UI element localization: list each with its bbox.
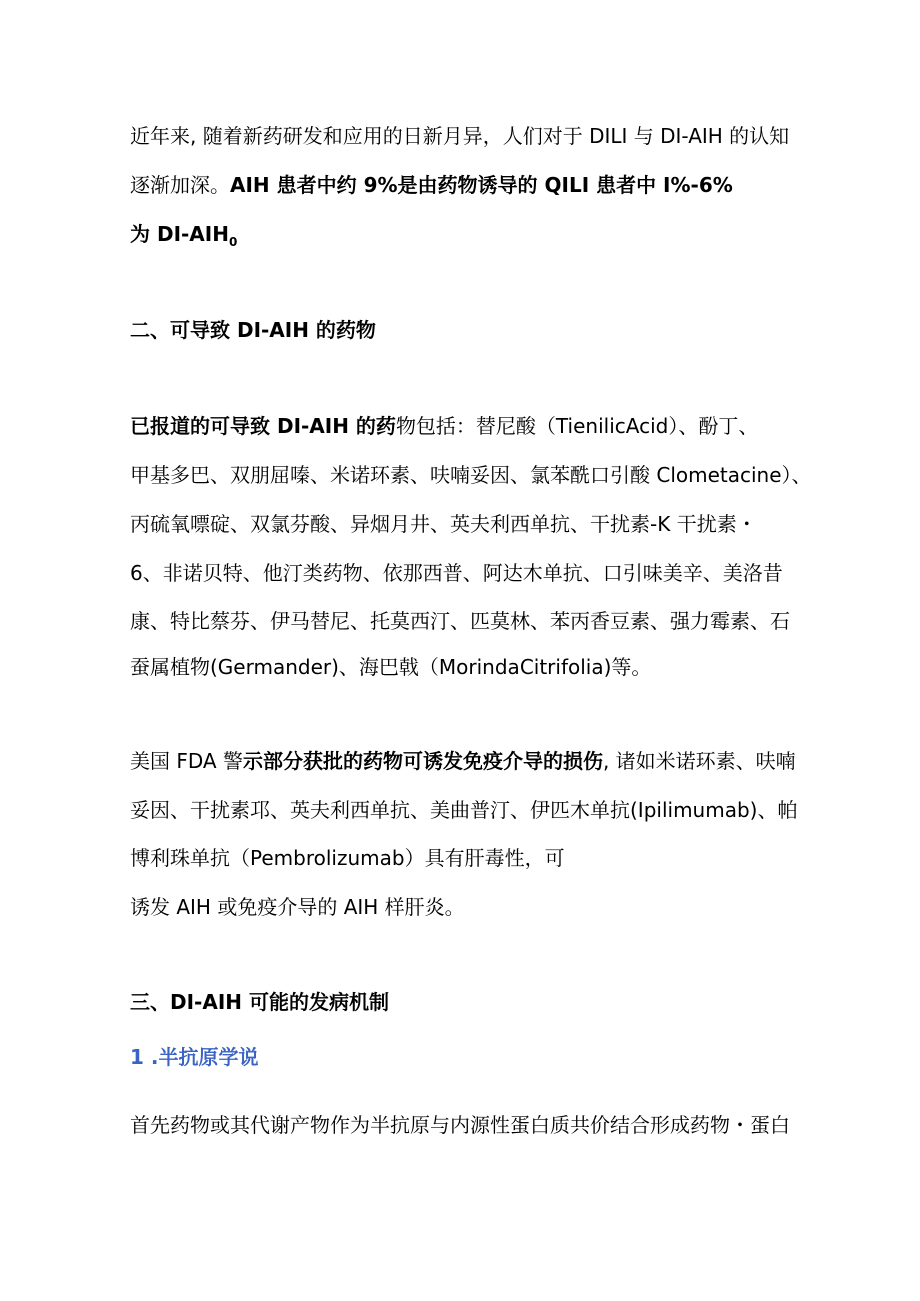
para1-line3-text: 为 DI-AIH bbox=[130, 222, 229, 246]
para2-line2: 甲基多巴、双朋屈嗪、米诺环素、呋喃妥因、氯苯酰口引酸 Clometacine）、 bbox=[130, 463, 812, 487]
para4-line1: 首先药物或其代谢产物作为半抗原与内源性蛋白质共价结合形成药物・蛋白 bbox=[130, 1113, 790, 1137]
para2-line3: 丙硫氧嘌碇、双氯芬酸、异烟月井、英夫利西单抗、干扰素-K 干扰素・ bbox=[130, 512, 757, 536]
para3-line2: 妥因、干扰素邛、英夫利西单抗、美曲普汀、伊匹木单抗(Ipilimumab)、帕 bbox=[130, 798, 798, 822]
section3-title: 三、DI-AIH 可能的发病机制 bbox=[130, 990, 389, 1014]
para3-line1 bbox=[130, 747, 796, 775]
para3-line4: 诱发 AIH 或免疫介导的 AIH 样肝炎。 bbox=[130, 895, 465, 919]
para1-line2-bold: AIH 患者中约 9%是由药物诱导的 QILI 患者中 I%-6% bbox=[230, 173, 733, 197]
para2-line1-text: 物包括：替尼酸（TienilicAcid）、酚丁、 bbox=[395, 414, 759, 438]
para1-line2 bbox=[130, 171, 733, 199]
para3-line1-text2: , 诸如米诺环素、呋喃 bbox=[602, 749, 796, 773]
para3-line1-text: 美国 FDA 警 bbox=[130, 749, 243, 773]
para3-line1-bold: 示部分获批的药物可诱发免疫介导的损伤 bbox=[242, 749, 603, 773]
para1-line3 bbox=[130, 220, 237, 248]
para2-line6: 蚕属植物(Germander)、海巴戟（MorindaCitrifolia)等。 bbox=[130, 655, 652, 679]
para1-line1: 近年来, 随着新药研发和应用的日新月异，人们对于 DILI 与 DI-AIH 的认知 bbox=[130, 124, 790, 148]
para2-line1-bold: 已报道的可导致 DI-AIH 的药 bbox=[130, 414, 396, 438]
para2-line1 bbox=[130, 412, 758, 440]
subsection1-title: 1 .半抗原学说 bbox=[130, 1045, 259, 1069]
para1-line2-text: 逐渐加深。 bbox=[130, 173, 230, 197]
section2-title: 二、可导致 DI-AIH 的药物 bbox=[130, 318, 376, 342]
para1-line3-subscript: 0 bbox=[228, 235, 238, 249]
para3-line3: 博利珠单抗（Pembrolizumab）具有肝毒性，可 bbox=[130, 846, 565, 870]
para2-line4: 6、非诺贝特、他汀类药物、依那西普、阿达木单抗、口引味美辛、美洛昔 bbox=[130, 561, 783, 585]
para2-line5: 康、特比蔡芬、伊马替尼、托莫西汀、匹莫林、苯丙香豆素、强力霉素、石 bbox=[130, 609, 790, 633]
